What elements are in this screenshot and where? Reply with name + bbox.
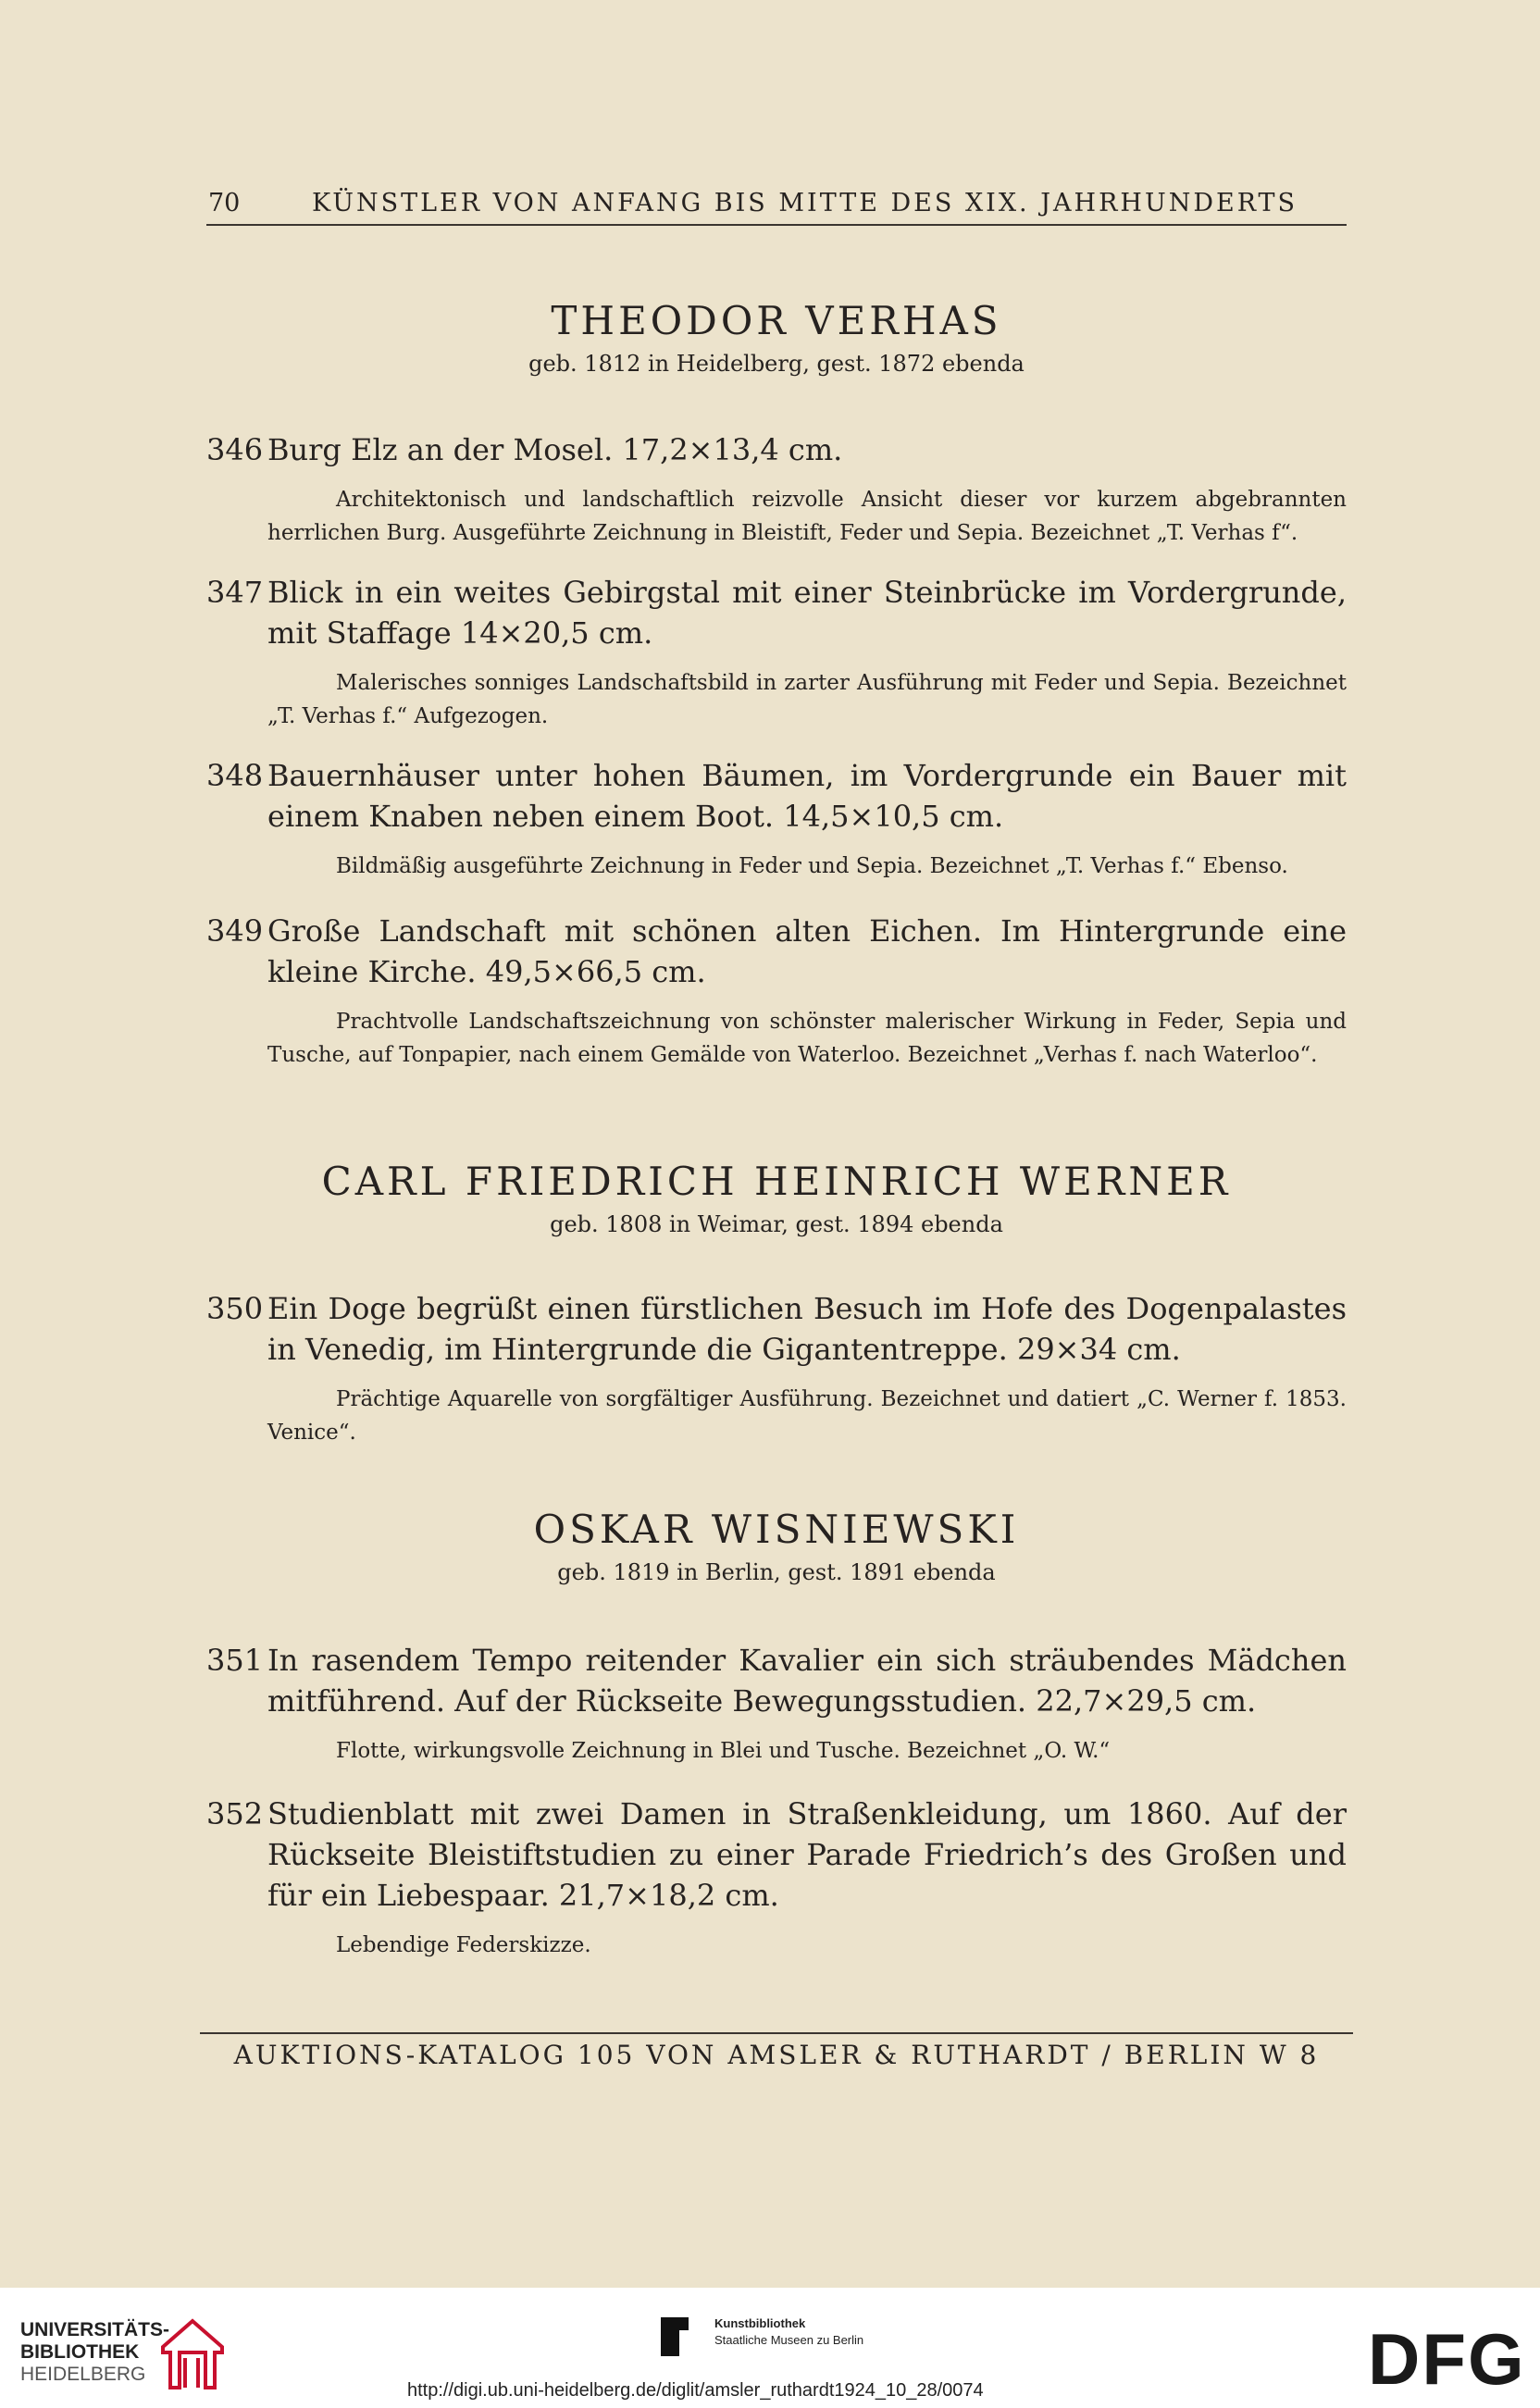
lot-number: 351 — [206, 1643, 264, 1678]
catalog-entry-350 — [206, 1288, 1347, 1449]
entry-note: Lebendige Federskizze. — [336, 1933, 591, 1957]
permalink-url[interactable]: http://digi.ub.uni-heidelberg.de/diglit/amsler_ruthardt1924_10_28/0074 — [407, 2380, 984, 2401]
catalog-entry-352 — [206, 1794, 1347, 1962]
lot-number: 352 — [206, 1796, 264, 1831]
entry-title: Studienblatt mit zwei Damen in Straßenkleidung, um 1860. Auf der Rückseite Bleistiftstudien zu einer Parade Friedrich’s des Großen und für ein Liebespaar. 21,7×18,2 cm. — [267, 1796, 1347, 1913]
entry-note: Flotte, wirkungsvolle Zeichnung in Blei und Tusche. Bezeichnet „O. W.“ — [336, 1739, 1111, 1763]
ub-logo-line1: UNIVERSITÄTS- — [20, 2319, 170, 2340]
entry-title: Bauernhäuser unter hohen Bäumen, im Vordergrunde ein Bauer mit einem Knaben neben einem Boot. 14,5×10,5 cm. — [267, 758, 1347, 834]
entry-title: Ein Doge begrüßt einen fürstlichen Besuch im Hofe des Dogenpalastes in Venedig, im Hintergrunde die Gigantentreppe. 29×34 cm. — [267, 1291, 1347, 1367]
catalog-entry-348 — [206, 755, 1347, 883]
ub-logo-line3: HEIDELBERG — [20, 2364, 146, 2385]
artist-heading-werner — [206, 1159, 1347, 1237]
artist-name: OSKAR WISNIEWSKI — [533, 1507, 1020, 1552]
running-head — [206, 189, 1347, 226]
catalog-entry-349 — [206, 911, 1347, 1072]
footer-rule — [200, 2032, 1353, 2034]
entry-title: Große Landschaft mit schönen alten Eichen. Im Hintergrunde eine kleine Kirche. 49,5×66,5 cm. — [267, 913, 1347, 989]
artist-dates: geb. 1808 in Weimar, gest. 1894 ebenda — [550, 1211, 1003, 1237]
entry-note: Prächtige Aquarelle von sorgfältiger Ausführung. Bezeichnet und datiert „C. Werner f. 1853. Venice“. — [267, 1387, 1347, 1445]
entry-title: Blick in ein weites Gebirgstal mit einer Steinbrücke im Vordergrunde, mit Staffage 14×20,5 cm. — [267, 575, 1347, 651]
artist-name: CARL FRIEDRICH HEINRICH WERNER — [321, 1159, 1232, 1204]
artist-dates: geb. 1812 in Heidelberg, gest. 1872 ebenda — [528, 351, 1025, 377]
ub-heidelberg-logo[interactable] — [20, 2319, 169, 2386]
kb-line2: Staatliche Museen zu Berlin — [714, 2333, 864, 2347]
entry-note: Malerisches sonniges Landschaftsbild in zarter Ausführung mit Feder und Sepia. Bezeichnet „T. Verhas f.“ Aufgezogen. — [267, 671, 1347, 728]
ub-logo-line2: BIBLIOTHEK — [20, 2341, 140, 2363]
artist-dates: geb. 1819 in Berlin, gest. 1891 ebenda — [557, 1559, 996, 1585]
entry-note: Bildmäßig ausgeführte Zeichnung in Feder und Sepia. Bezeichnet „T. Verhas f.“ Ebenso. — [336, 854, 1288, 878]
catalog-entry-351 — [206, 1640, 1347, 1768]
entry-title: Burg Elz an der Mosel. 17,2×13,4 cm. — [267, 432, 843, 467]
catalog-footer: AUKTIONS-KATALOG 105 VON AMSLER & RUTHARDT / BERLIN W 8 — [233, 2040, 1320, 2070]
dfg-logo[interactable]: DFG — [1368, 2318, 1526, 2400]
kb-line1: Kunstbibliothek — [714, 2316, 806, 2330]
lot-number: 350 — [206, 1291, 264, 1326]
kunstbibliothek-logo[interactable] — [714, 2315, 863, 2349]
artist-name: THEODOR VERHAS — [551, 298, 1002, 343]
page-number: 70 — [208, 189, 241, 217]
entry-note: Architektonisch und landschaftlich reizvolle Ansicht dieser vor kurzem abgebrannten herrlichen Burg. Ausgeführte Zeichnung in Bleistift, Feder und Sepia. Bezeichnet „T. Verhas f“. — [267, 488, 1347, 545]
ub-emblem-icon — [157, 2315, 228, 2393]
entry-title: In rasendem Tempo reitender Kavalier ein sich sträubendes Mädchen mitführend. Auf der Rückseite Bewegungsstudien. 22,7×29,5 cm. — [267, 1643, 1347, 1719]
artist-heading-verhas — [206, 298, 1347, 377]
entry-note: Prachtvolle Landschaftszeichnung von schönster malerischer Wirkung in Feder, Sepia und Tusche, auf Tonpapier, nach einem Gemälde von Waterloo. Bezeichnet „Verhas f. nach Waterloo“. — [267, 1010, 1347, 1067]
lot-number: 347 — [206, 575, 264, 610]
artist-heading-wisniewski — [206, 1507, 1347, 1585]
lot-number: 349 — [206, 913, 264, 949]
kunstbibliothek-logo-icon — [657, 2314, 692, 2360]
lot-number: 348 — [206, 758, 264, 793]
catalog-entry-347 — [206, 572, 1347, 733]
running-head-title: KÜNSTLER VON ANFANG BIS MITTE DES XIX. JAHRHUNDERTS — [312, 189, 1298, 217]
lot-number: 346 — [206, 432, 264, 467]
catalog-entry-346 — [206, 429, 1347, 550]
